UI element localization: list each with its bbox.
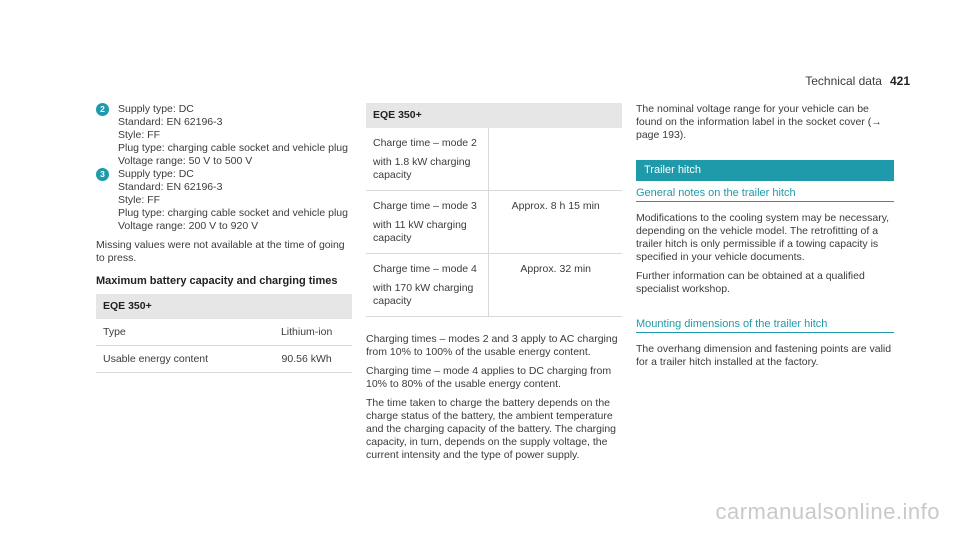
row-value: 90.56 kWh <box>261 346 352 373</box>
section-bar-trailer-hitch: Trailer hitch <box>636 160 894 181</box>
row-title: Charge time – mode 3 <box>373 200 477 212</box>
paragraph: The time taken to charge the battery depends on the charge status of the battery, the ambient temperature and the charging capacity of the battery. The charging capacity, in turn, depends on the supply voltage, the current intensity and the type of power supply. <box>366 397 617 461</box>
table-row <box>366 191 622 254</box>
paragraph: Modifications to the cooling system may be necessary, depending on the vehicle model. The retrofitting of a trailer hitch is only permissible if a towing capacity is specified in your vehicle documents. <box>636 212 890 263</box>
watermark: carmanualsonline.info <box>715 499 940 524</box>
page-header <box>805 74 910 88</box>
item-line: Plug type: charging cable socket and vehicle plug <box>118 142 348 154</box>
paragraph: Charging times – modes 2 and 3 apply to AC charging from 10% to 100% of the usable energy content. <box>366 333 618 358</box>
column-1 <box>96 103 352 373</box>
section-title: Technical data <box>805 74 882 88</box>
list-item-3 <box>96 168 352 233</box>
row-value <box>489 128 622 191</box>
table-row <box>366 254 622 317</box>
paragraph: Charging time – mode 4 applies to DC charging from 10% to 80% of the usable energy content. <box>366 365 612 390</box>
item-line: Voltage range: 200 V to 920 V <box>118 220 259 232</box>
row-label: Usable energy content <box>96 346 261 373</box>
paragraph: The overhang dimension and fastening points are valid for a trailer hitch installed at the factory. <box>636 343 892 368</box>
number-badge-3: 3 <box>96 168 109 181</box>
item-line: Voltage range: 50 V to 500 V <box>118 155 253 167</box>
row-subtitle: with 170 kW charging capacity <box>373 282 474 307</box>
table-header: EQE 350+ <box>96 294 352 319</box>
subheading-general-notes: General notes on the trailer hitch <box>636 187 894 202</box>
charging-times-table <box>366 103 622 317</box>
voltage-intro: The nominal voltage range for your vehicle can be found on the information label in the socket cover (→ page 193). <box>636 103 882 141</box>
row-title: Charge time – mode 4 <box>373 263 477 275</box>
row-subtitle: with 1.8 kW charging capacity <box>373 156 471 181</box>
item-line: Standard: EN 62196-3 <box>118 116 223 128</box>
row-value: Approx. 32 min <box>489 254 622 317</box>
column-2 <box>366 103 622 468</box>
table-row <box>96 346 352 373</box>
row-value: Lithium-ion <box>261 319 352 346</box>
battery-heading: Maximum battery capacity and charging times <box>96 275 338 287</box>
row-label: Type <box>96 319 261 346</box>
table-header: EQE 350+ <box>366 103 622 128</box>
column-3 <box>636 103 894 375</box>
row-value: Approx. 8 h 15 min <box>489 191 622 254</box>
row-subtitle: with 11 kW charging capacity <box>373 219 467 244</box>
item-line: Standard: EN 62196-3 <box>118 181 223 193</box>
table-row <box>96 319 352 346</box>
item-line: Supply type: DC <box>118 168 194 180</box>
page-number: 421 <box>889 74 910 88</box>
row-title: Charge time – mode 2 <box>373 137 477 149</box>
table-row <box>366 128 622 191</box>
number-badge-2: 2 <box>96 103 109 116</box>
item-line: Style: FF <box>118 194 161 206</box>
list-item-2 <box>96 103 352 168</box>
item-line: Plug type: charging cable socket and vehicle plug <box>118 207 348 219</box>
item-line: Supply type: DC <box>118 103 194 115</box>
battery-table <box>96 294 352 373</box>
paragraph: Further information can be obtained at a qualified specialist workshop. <box>636 270 865 295</box>
item-line: Style: FF <box>118 129 161 141</box>
missing-values-note: Missing values were not available at the time of going to press. <box>96 239 345 264</box>
subheading-mounting-dimensions: Mounting dimensions of the trailer hitch <box>636 318 894 333</box>
